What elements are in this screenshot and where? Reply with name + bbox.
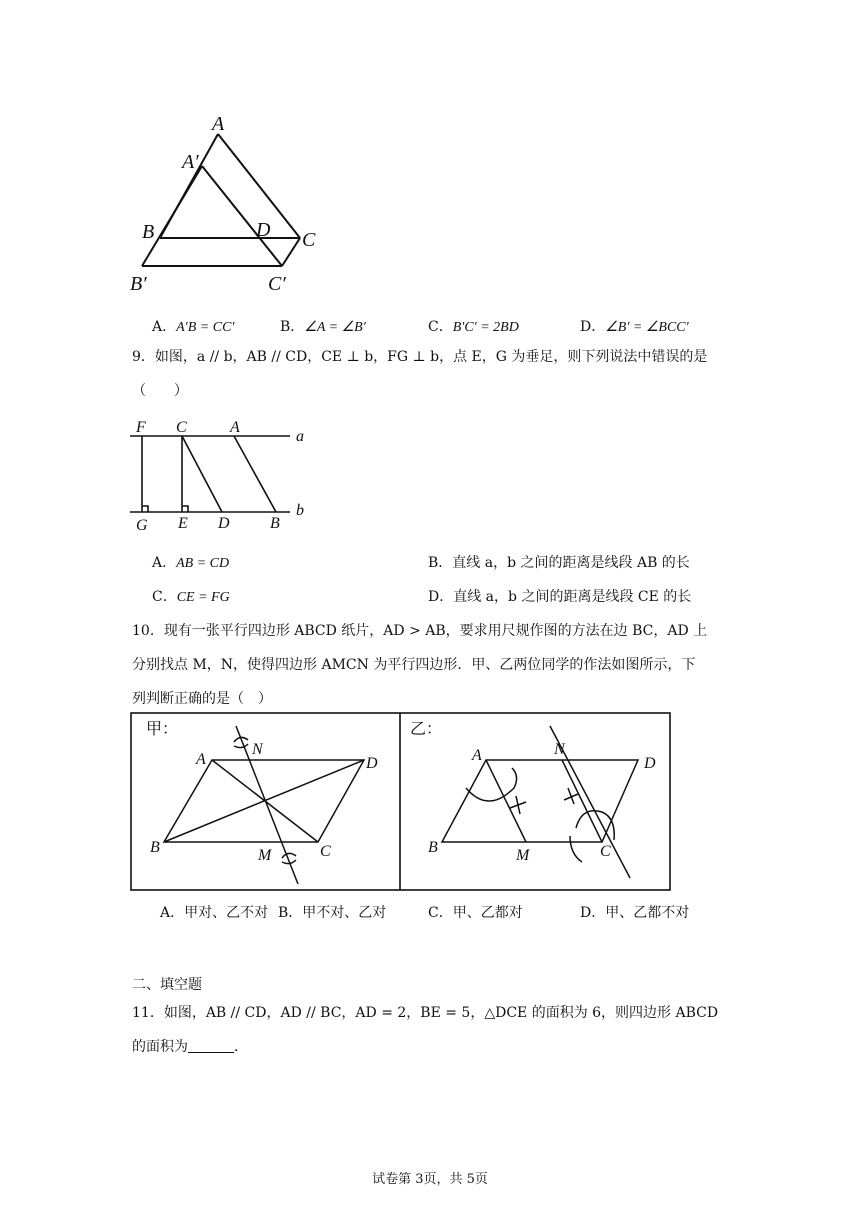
label-D: D xyxy=(256,219,271,241)
q8-option-a: A．A′B = CC′ xyxy=(152,319,235,335)
label-line-a: a xyxy=(296,428,304,445)
q10-stem-line1: 10．现有一张平行四边形 ABCD 纸片，AD > AB，要求用尺规作图的方法在边 BC，AD 上 xyxy=(132,623,708,639)
yi-label-M: M xyxy=(516,847,530,864)
answer-blank[interactable] xyxy=(188,1038,234,1053)
label-A: A xyxy=(212,113,225,135)
label-D: D xyxy=(218,515,230,532)
jia-label-N: N xyxy=(252,741,263,758)
label-line-b: b xyxy=(296,502,304,519)
q8-option-b: B．∠A = ∠B′ xyxy=(280,319,366,335)
q10-option-a: A．甲对、乙不对 xyxy=(160,905,269,921)
q10-stem-line2: 分别找点 M，N，使得四边形 AMCN 为平行四边形．甲、乙两位同学的作法如图所示，下 xyxy=(132,657,696,673)
q9-option-c: C．CE = FG xyxy=(152,589,230,605)
q10-option-d: D．甲、乙都不对 xyxy=(580,905,690,921)
jia-label-D: D xyxy=(366,755,378,772)
q8-option-d: D．∠B′ = ∠BCC′ xyxy=(580,319,689,335)
label-G: G xyxy=(136,517,148,534)
yi-label-N: N xyxy=(554,741,565,758)
label-B-prime: B′ xyxy=(130,273,147,295)
label-B: B xyxy=(142,221,155,243)
page-footer: 试卷第 3页，共 5页 xyxy=(372,1172,488,1187)
q10-option-c: C．甲、乙都对 xyxy=(428,905,523,921)
panel-yi-label: 乙： xyxy=(410,721,443,738)
q9-option-b: B．直线 a，b 之间的距离是线段 AB 的长 xyxy=(428,555,690,571)
label-A: A xyxy=(230,419,240,436)
yi-label-A: A xyxy=(472,747,482,764)
q9-stem-line1: 9．如图，a // b，AB // CD，CE ⊥ b，FG ⊥ b，点 E，G 为垂足，则下列说法中错误的是 xyxy=(132,349,708,365)
q10-stem-line3: 列判断正确的是（ ） xyxy=(132,691,272,707)
jia-label-C: C xyxy=(320,843,331,860)
yi-label-D: D xyxy=(644,755,656,772)
section-heading: 二、填空题 xyxy=(132,977,202,993)
jia-label-A: A xyxy=(196,751,206,768)
label-F: F xyxy=(136,419,146,436)
yi-label-B: B xyxy=(428,839,438,856)
jia-label-B: B xyxy=(150,839,160,856)
q9-stem-line2: （ ） xyxy=(132,383,188,399)
label-C-prime: C′ xyxy=(268,273,286,295)
q10-option-b: B．甲不对、乙对 xyxy=(278,905,387,921)
jia-label-M: M xyxy=(258,847,272,864)
label-C: C xyxy=(176,419,187,436)
q8-option-c: C．B′C′ = 2BD xyxy=(428,319,519,335)
q9-option-d: D．直线 a，b 之间的距离是线段 CE 的长 xyxy=(428,589,692,605)
figure-q8-triangle xyxy=(120,110,340,300)
label-E: E xyxy=(178,515,188,532)
figure-q10-constructions xyxy=(130,712,672,894)
figure-q9-parallel-lines xyxy=(124,414,324,534)
panel-jia-label: 甲： xyxy=(146,721,179,738)
label-B: B xyxy=(270,515,280,532)
q11-stem-line1: 11．如图，AB // CD，AD // BC，AD = 2，BE = 5，△DCE 的面积为 6，则四边形 ABCD xyxy=(132,1005,719,1021)
yi-label-C: C xyxy=(600,843,611,860)
q9-option-a: A．AB = CD xyxy=(152,555,230,571)
q11-stem-line2: 的面积为 ． xyxy=(132,1039,248,1055)
label-C: C xyxy=(302,229,316,251)
label-A-prime: A′ xyxy=(182,151,199,173)
